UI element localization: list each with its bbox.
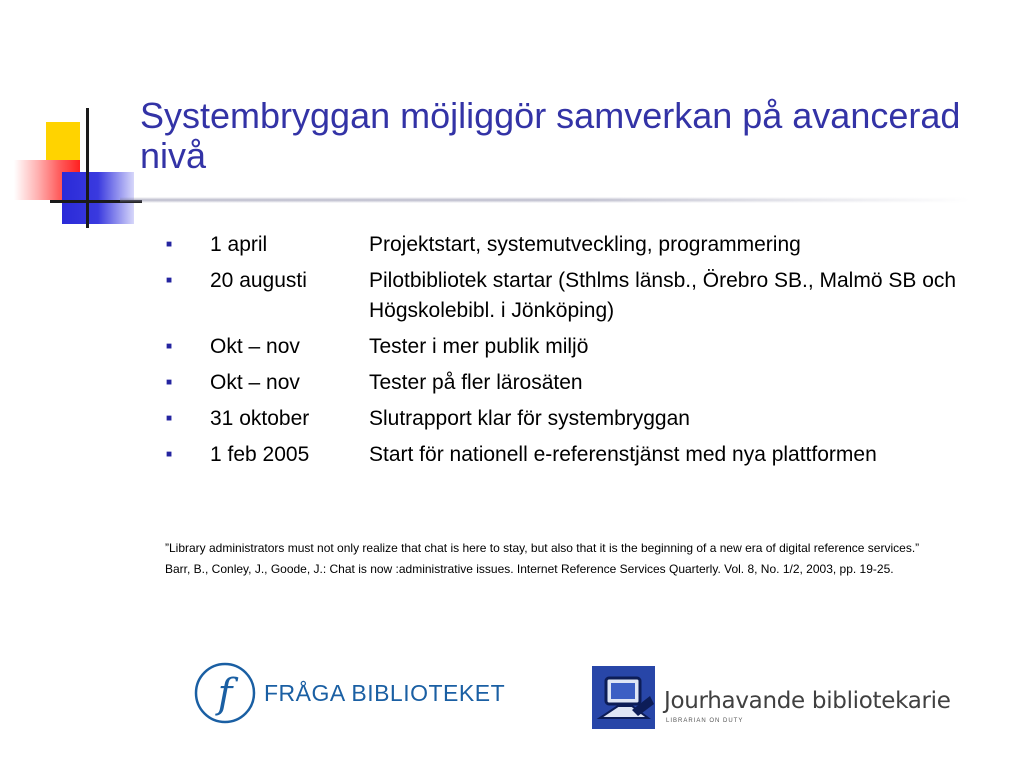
square-bullet-icon: ■ <box>166 275 173 286</box>
fraga-circle-icon <box>192 660 258 726</box>
jourhavande-logo <box>592 666 951 732</box>
vertical-rule <box>86 108 89 228</box>
yellow-square <box>46 122 80 164</box>
corner-decoration <box>0 0 160 240</box>
square-bullet-icon: ■ <box>166 449 173 460</box>
fraga-letter: f <box>217 671 233 717</box>
schedule-text: Tester på fler lärosäten <box>369 371 583 394</box>
schedule-date: Okt – nov <box>210 335 300 358</box>
slide-title: Systembryggan möjliggör samverkan på avancerad nivå <box>140 95 961 176</box>
schedule-item <box>160 440 1010 470</box>
citation-text: Barr, B., Conley, J., Goode, J.: Chat is now :administrative issues. Internet Reference Services Quarterly. Vol. 8, No. 1/2, 2003, pp. 19-25. <box>165 562 894 576</box>
quote-block <box>165 540 1010 582</box>
square-bullet-icon: ■ <box>166 377 173 388</box>
jour-logo-subtext: LIBRARIAN ON DUTY <box>666 718 744 724</box>
computer-icon <box>592 666 655 729</box>
schedule-date: 1 april <box>210 233 268 256</box>
schedule-item <box>160 368 1010 398</box>
schedule-date: 20 augusti <box>210 269 307 292</box>
square-bullet-icon: ■ <box>166 341 173 352</box>
quote-text: ”Library administrators must not only realize that chat is here to stay, but also that it is the beginning of a new era of digital reference services.” <box>165 541 920 555</box>
schedule-text: Tester i mer publik miljö <box>369 335 589 358</box>
title-underline-fade <box>120 197 970 203</box>
schedule-date: 31 oktober <box>210 407 310 430</box>
schedule-text: Slutrapport klar för systembryggan <box>369 407 690 430</box>
square-bullet-icon: ■ <box>166 413 173 424</box>
schedule-item <box>160 404 1010 434</box>
fraga-logo-text: FRÅGA BIBLIOTEKET <box>264 680 506 706</box>
schedule-text: Start för nationell e-referenstjänst med nya plattformen <box>369 443 877 466</box>
fraga-biblioteket-logo <box>192 660 506 726</box>
schedule-item <box>160 230 1010 260</box>
schedule-item <box>160 266 1010 326</box>
schedule-text: Projektstart, systemutveckling, programmering <box>369 233 801 256</box>
schedule-date: Okt – nov <box>210 371 300 394</box>
schedule-date: 1 feb 2005 <box>210 443 310 466</box>
schedule-item <box>160 332 1010 362</box>
schedule-text: Pilotbibliotek startar (Sthlms länsb., Örebro SB., Malmö SB och Högskolebibl. i Jönköping) <box>369 269 957 322</box>
square-bullet-icon: ■ <box>166 239 173 250</box>
schedule-list <box>160 230 1010 476</box>
jour-logo-text: Jourhavande bibliotekarie <box>664 688 951 714</box>
